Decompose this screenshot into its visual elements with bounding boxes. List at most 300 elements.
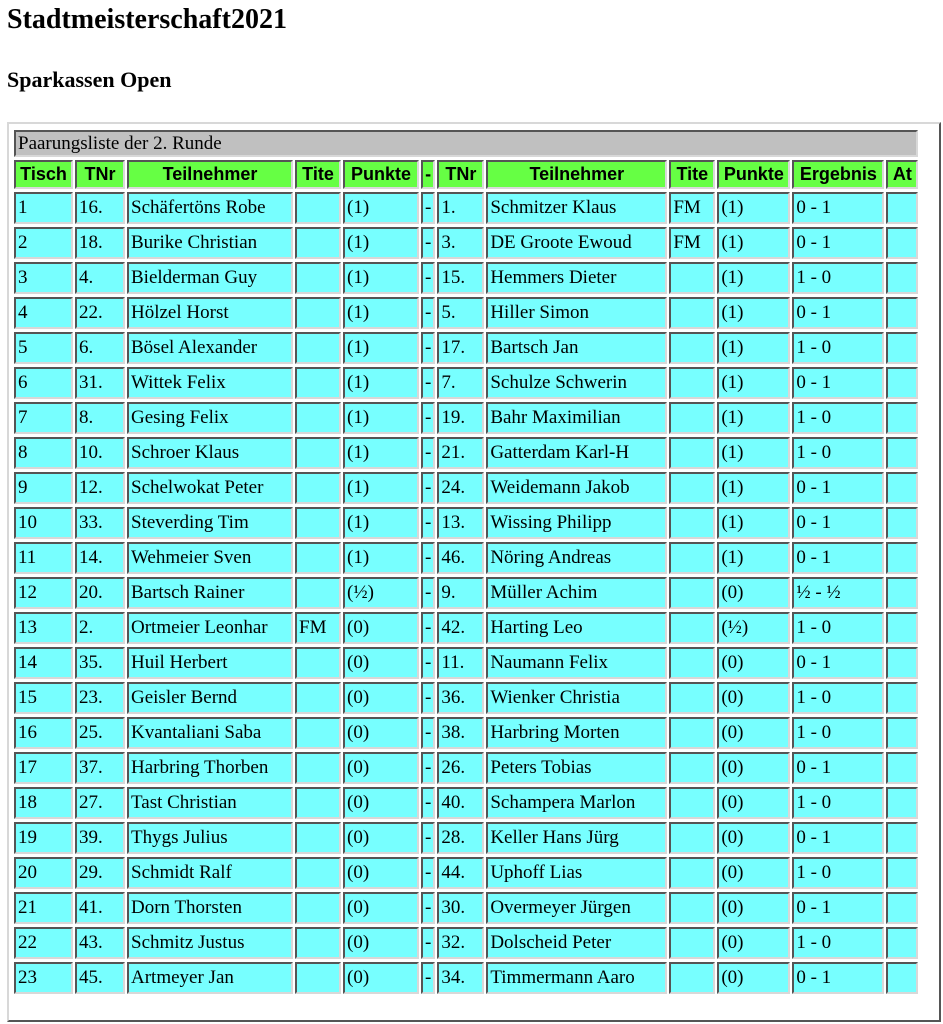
- cell-titel-white: [295, 472, 341, 504]
- cell-tnr-white: 45.: [75, 962, 125, 994]
- table-row: [14, 227, 918, 259]
- cell-tnr-black: 32.: [437, 927, 484, 959]
- cell-tnr-white: 29.: [75, 857, 125, 889]
- cell-punkte-white: (1): [343, 262, 419, 294]
- cell-titel-white: [295, 262, 341, 294]
- cell-punkte-white: (0): [343, 822, 419, 854]
- cell-punkte-black: (1): [717, 542, 790, 574]
- cell-titel-black: [669, 332, 715, 364]
- cell-tisch: 21: [14, 892, 73, 924]
- cell-tisch: 17: [14, 752, 73, 784]
- cell-at: [886, 647, 918, 679]
- cell-ergebnis: 0 - 1: [792, 367, 884, 399]
- cell-separator: -: [421, 927, 435, 959]
- cell-tisch: 19: [14, 822, 73, 854]
- cell-tisch: 16: [14, 717, 73, 749]
- cell-tnr-white: 10.: [75, 437, 125, 469]
- cell-teilnehmer-white: Schmidt Ralf: [127, 857, 293, 889]
- cell-teilnehmer-black: Müller Achim: [486, 577, 667, 609]
- cell-tisch: 5: [14, 332, 73, 364]
- cell-ergebnis: 1 - 0: [792, 927, 884, 959]
- cell-punkte-white: (1): [343, 367, 419, 399]
- cell-teilnehmer-white: Harbring Thorben: [127, 752, 293, 784]
- table-row: [14, 332, 918, 364]
- cell-tisch: 8: [14, 437, 73, 469]
- cell-teilnehmer-white: Bartsch Rainer: [127, 577, 293, 609]
- cell-punkte-white: (0): [343, 717, 419, 749]
- pairings-table: [12, 127, 920, 997]
- cell-titel-black: [669, 437, 715, 469]
- cell-teilnehmer-black: Naumann Felix: [486, 647, 667, 679]
- cell-at: [886, 297, 918, 329]
- header-separator: -: [421, 160, 435, 189]
- cell-teilnehmer-white: Schäfertöns Robe: [127, 192, 293, 224]
- cell-punkte-white: (0): [343, 682, 419, 714]
- table-row: [14, 927, 918, 959]
- cell-teilnehmer-black: Wienker Christia: [486, 682, 667, 714]
- cell-tnr-white: 16.: [75, 192, 125, 224]
- cell-tisch: 7: [14, 402, 73, 434]
- cell-at: [886, 507, 918, 539]
- cell-tnr-black: 1.: [437, 192, 484, 224]
- header-tnr-white: TNr: [75, 160, 125, 189]
- header-teilnehmer-black: Teilnehmer: [486, 160, 667, 189]
- cell-titel-white: [295, 647, 341, 679]
- cell-teilnehmer-black: Bahr Maximilian: [486, 402, 667, 434]
- cell-punkte-black: (1): [717, 332, 790, 364]
- cell-at: [886, 262, 918, 294]
- cell-punkte-white: (1): [343, 332, 419, 364]
- cell-tnr-black: 24.: [437, 472, 484, 504]
- cell-teilnehmer-white: Hölzel Horst: [127, 297, 293, 329]
- cell-tnr-white: 39.: [75, 822, 125, 854]
- cell-punkte-white: (1): [343, 227, 419, 259]
- cell-ergebnis: 0 - 1: [792, 892, 884, 924]
- cell-at: [886, 717, 918, 749]
- cell-separator: -: [421, 262, 435, 294]
- cell-tnr-white: 20.: [75, 577, 125, 609]
- cell-tisch: 4: [14, 297, 73, 329]
- cell-ergebnis: 1 - 0: [792, 437, 884, 469]
- cell-at: [886, 612, 918, 644]
- cell-titel-black: [669, 297, 715, 329]
- cell-at: [886, 402, 918, 434]
- cell-titel-black: [669, 682, 715, 714]
- cell-teilnehmer-black: Peters Tobias: [486, 752, 667, 784]
- cell-tisch: 23: [14, 962, 73, 994]
- cell-teilnehmer-black: Uphoff Lias: [486, 857, 667, 889]
- cell-tnr-white: 23.: [75, 682, 125, 714]
- cell-at: [886, 962, 918, 994]
- cell-separator: -: [421, 437, 435, 469]
- cell-tisch: 18: [14, 787, 73, 819]
- cell-separator: -: [421, 682, 435, 714]
- table-row: [14, 367, 918, 399]
- cell-at: [886, 682, 918, 714]
- table-row: [14, 437, 918, 469]
- table-row: [14, 962, 918, 994]
- cell-punkte-white: (0): [343, 892, 419, 924]
- cell-teilnehmer-black: Timmermann Aaro: [486, 962, 667, 994]
- cell-teilnehmer-black: Schulze Schwerin: [486, 367, 667, 399]
- cell-titel-black: [669, 402, 715, 434]
- cell-separator: -: [421, 472, 435, 504]
- cell-teilnehmer-black: Weidemann Jakob: [486, 472, 667, 504]
- cell-titel-white: [295, 367, 341, 399]
- cell-punkte-white: (0): [343, 857, 419, 889]
- cell-tnr-black: 34.: [437, 962, 484, 994]
- cell-titel-black: [669, 892, 715, 924]
- cell-tnr-white: 27.: [75, 787, 125, 819]
- cell-separator: -: [421, 367, 435, 399]
- cell-at: [886, 577, 918, 609]
- cell-punkte-white: (1): [343, 297, 419, 329]
- table-row: [14, 192, 918, 224]
- header-teilnehmer-white: Teilnehmer: [127, 160, 293, 189]
- table-row: [14, 577, 918, 609]
- cell-at: [886, 437, 918, 469]
- cell-titel-white: [295, 577, 341, 609]
- cell-punkte-black: (0): [717, 822, 790, 854]
- cell-teilnehmer-white: Kvantaliani Saba: [127, 717, 293, 749]
- cell-ergebnis: 1 - 0: [792, 857, 884, 889]
- cell-punkte-white: (0): [343, 962, 419, 994]
- cell-teilnehmer-white: Ortmeier Leonhar: [127, 612, 293, 644]
- cell-titel-white: [295, 437, 341, 469]
- table-row: [14, 647, 918, 679]
- cell-separator: -: [421, 752, 435, 784]
- cell-at: [886, 752, 918, 784]
- cell-punkte-black: (0): [717, 787, 790, 819]
- cell-teilnehmer-black: Harting Leo: [486, 612, 667, 644]
- cell-teilnehmer-black: Keller Hans Jürg: [486, 822, 667, 854]
- table-row: [14, 612, 918, 644]
- cell-tisch: 10: [14, 507, 73, 539]
- cell-tnr-black: 46.: [437, 542, 484, 574]
- cell-titel-black: FM: [669, 192, 715, 224]
- cell-separator: -: [421, 192, 435, 224]
- cell-ergebnis: 1 - 0: [792, 402, 884, 434]
- cell-tisch: 13: [14, 612, 73, 644]
- cell-teilnehmer-white: Thygs Julius: [127, 822, 293, 854]
- cell-titel-white: [295, 962, 341, 994]
- cell-titel-white: [295, 332, 341, 364]
- cell-at: [886, 542, 918, 574]
- cell-tisch: 11: [14, 542, 73, 574]
- cell-tnr-black: 19.: [437, 402, 484, 434]
- cell-tnr-black: 42.: [437, 612, 484, 644]
- cell-ergebnis: 0 - 1: [792, 227, 884, 259]
- cell-titel-white: [295, 752, 341, 784]
- cell-punkte-black: (1): [717, 437, 790, 469]
- cell-separator: -: [421, 857, 435, 889]
- cell-teilnehmer-white: Tast Christian: [127, 787, 293, 819]
- tournament-subtitle: Sparkassen Open: [7, 67, 172, 92]
- cell-ergebnis: 0 - 1: [792, 647, 884, 679]
- cell-separator: -: [421, 332, 435, 364]
- cell-tnr-black: 26.: [437, 752, 484, 784]
- cell-teilnehmer-black: Overmeyer Jürgen: [486, 892, 667, 924]
- table-row: [14, 262, 918, 294]
- cell-at: [886, 892, 918, 924]
- cell-tnr-white: 4.: [75, 262, 125, 294]
- cell-ergebnis: 0 - 1: [792, 297, 884, 329]
- cell-separator: -: [421, 297, 435, 329]
- cell-tnr-black: 11.: [437, 647, 484, 679]
- table-row: [14, 297, 918, 329]
- cell-teilnehmer-white: Dorn Thorsten: [127, 892, 293, 924]
- cell-punkte-black: (1): [717, 367, 790, 399]
- pairings-body: [14, 192, 918, 994]
- cell-titel-white: [295, 402, 341, 434]
- header-ergebnis: Ergebnis: [792, 160, 884, 189]
- cell-at: [886, 857, 918, 889]
- cell-teilnehmer-white: Burike Christian: [127, 227, 293, 259]
- table-row: [14, 787, 918, 819]
- cell-teilnehmer-white: Schelwokat Peter: [127, 472, 293, 504]
- cell-titel-black: [669, 367, 715, 399]
- cell-tisch: 3: [14, 262, 73, 294]
- cell-separator: -: [421, 787, 435, 819]
- cell-titel-black: FM: [669, 227, 715, 259]
- cell-tnr-black: 28.: [437, 822, 484, 854]
- cell-titel-white: [295, 822, 341, 854]
- cell-punkte-white: (1): [343, 192, 419, 224]
- cell-ergebnis: 1 - 0: [792, 612, 884, 644]
- cell-tnr-white: 25.: [75, 717, 125, 749]
- cell-titel-white: [295, 787, 341, 819]
- table-row: [14, 857, 918, 889]
- cell-at: [886, 332, 918, 364]
- cell-teilnehmer-white: Schroer Klaus: [127, 437, 293, 469]
- cell-titel-white: [295, 192, 341, 224]
- cell-tnr-black: 38.: [437, 717, 484, 749]
- table-row: [14, 752, 918, 784]
- cell-ergebnis: 1 - 0: [792, 262, 884, 294]
- cell-ergebnis: 0 - 1: [792, 962, 884, 994]
- cell-separator: -: [421, 962, 435, 994]
- cell-teilnehmer-black: Bartsch Jan: [486, 332, 667, 364]
- cell-tnr-white: 22.: [75, 297, 125, 329]
- header-punkte-black: Punkte: [717, 160, 790, 189]
- cell-punkte-black: (0): [717, 717, 790, 749]
- cell-ergebnis: 1 - 0: [792, 787, 884, 819]
- cell-tnr-black: 3.: [437, 227, 484, 259]
- cell-tnr-black: 9.: [437, 577, 484, 609]
- table-row: [14, 822, 918, 854]
- cell-tnr-black: 36.: [437, 682, 484, 714]
- cell-punkte-black: (0): [717, 752, 790, 784]
- cell-separator: -: [421, 647, 435, 679]
- cell-tnr-white: 43.: [75, 927, 125, 959]
- cell-tnr-black: 21.: [437, 437, 484, 469]
- cell-at: [886, 472, 918, 504]
- cell-titel-black: [669, 927, 715, 959]
- cell-at: [886, 367, 918, 399]
- cell-separator: -: [421, 892, 435, 924]
- cell-teilnehmer-black: Gatterdam Karl-H: [486, 437, 667, 469]
- pairings-frame: [7, 122, 941, 1022]
- cell-tisch: 22: [14, 927, 73, 959]
- cell-teilnehmer-white: Bielderman Guy: [127, 262, 293, 294]
- cell-tnr-black: 44.: [437, 857, 484, 889]
- cell-tisch: 2: [14, 227, 73, 259]
- cell-tnr-black: 17.: [437, 332, 484, 364]
- cell-punkte-black: (0): [717, 577, 790, 609]
- cell-titel-black: [669, 507, 715, 539]
- cell-separator: -: [421, 542, 435, 574]
- cell-teilnehmer-white: Artmeyer Jan: [127, 962, 293, 994]
- cell-titel-black: [669, 717, 715, 749]
- cell-tisch: 9: [14, 472, 73, 504]
- cell-ergebnis: 0 - 1: [792, 507, 884, 539]
- cell-tisch: 20: [14, 857, 73, 889]
- cell-titel-black: [669, 752, 715, 784]
- cell-punkte-black: (0): [717, 892, 790, 924]
- cell-titel-black: [669, 787, 715, 819]
- cell-separator: -: [421, 402, 435, 434]
- cell-tnr-black: 5.: [437, 297, 484, 329]
- cell-titel-black: [669, 542, 715, 574]
- cell-punkte-white: (1): [343, 402, 419, 434]
- cell-titel-black: [669, 262, 715, 294]
- cell-teilnehmer-black: Harbring Morten: [486, 717, 667, 749]
- cell-tnr-white: 37.: [75, 752, 125, 784]
- cell-separator: -: [421, 227, 435, 259]
- header-titel-black: Tite: [669, 160, 715, 189]
- cell-titel-black: [669, 822, 715, 854]
- cell-ergebnis: 1 - 0: [792, 717, 884, 749]
- cell-titel-white: [295, 717, 341, 749]
- cell-tnr-white: 12.: [75, 472, 125, 504]
- cell-tnr-white: 41.: [75, 892, 125, 924]
- cell-punkte-black: (1): [717, 262, 790, 294]
- cell-at: [886, 192, 918, 224]
- cell-tisch: 1: [14, 192, 73, 224]
- cell-titel-white: [295, 927, 341, 959]
- cell-teilnehmer-white: Gesing Felix: [127, 402, 293, 434]
- cell-separator: -: [421, 612, 435, 644]
- cell-ergebnis: 0 - 1: [792, 542, 884, 574]
- header-row: [14, 160, 918, 189]
- cell-tnr-white: 14.: [75, 542, 125, 574]
- cell-punkte-white: (0): [343, 787, 419, 819]
- cell-punkte-white: (1): [343, 507, 419, 539]
- cell-teilnehmer-black: Hiller Simon: [486, 297, 667, 329]
- cell-punkte-black: (1): [717, 227, 790, 259]
- cell-titel-white: FM: [295, 612, 341, 644]
- cell-tisch: 14: [14, 647, 73, 679]
- cell-punkte-black: (1): [717, 297, 790, 329]
- cell-punkte-black: (1): [717, 472, 790, 504]
- cell-at: [886, 822, 918, 854]
- cell-titel-white: [295, 507, 341, 539]
- cell-punkte-white: (½): [343, 577, 419, 609]
- cell-separator: -: [421, 507, 435, 539]
- cell-titel-white: [295, 297, 341, 329]
- cell-ergebnis: 0 - 1: [792, 822, 884, 854]
- cell-ergebnis: 1 - 0: [792, 332, 884, 364]
- cell-punkte-white: (1): [343, 472, 419, 504]
- header-tisch: Tisch: [14, 160, 73, 189]
- cell-teilnehmer-black: Dolscheid Peter: [486, 927, 667, 959]
- cell-titel-black: [669, 857, 715, 889]
- table-row: [14, 682, 918, 714]
- cell-tnr-white: 6.: [75, 332, 125, 364]
- cell-teilnehmer-white: Geisler Bernd: [127, 682, 293, 714]
- cell-punkte-black: (0): [717, 682, 790, 714]
- cell-teilnehmer-white: Bösel Alexander: [127, 332, 293, 364]
- cell-teilnehmer-black: Nöring Andreas: [486, 542, 667, 574]
- cell-teilnehmer-black: DE Groote Ewoud: [486, 227, 667, 259]
- cell-titel-black: [669, 472, 715, 504]
- cell-titel-white: [295, 227, 341, 259]
- cell-teilnehmer-white: Steverding Tim: [127, 507, 293, 539]
- cell-titel-black: [669, 612, 715, 644]
- cell-separator: -: [421, 717, 435, 749]
- header-tnr-black: TNr: [437, 160, 484, 189]
- cell-separator: -: [421, 577, 435, 609]
- cell-punkte-white: (0): [343, 612, 419, 644]
- cell-punkte-black: (0): [717, 962, 790, 994]
- cell-ergebnis: 1 - 0: [792, 682, 884, 714]
- header-titel-white: Tite: [295, 160, 341, 189]
- cell-tnr-white: 18.: [75, 227, 125, 259]
- page-title: Stadtmeisterschaft2021: [7, 4, 287, 35]
- cell-ergebnis: 0 - 1: [792, 472, 884, 504]
- cell-teilnehmer-white: Wehmeier Sven: [127, 542, 293, 574]
- cell-at: [886, 927, 918, 959]
- cell-tisch: 12: [14, 577, 73, 609]
- cell-teilnehmer-white: Schmitz Justus: [127, 927, 293, 959]
- cell-titel-black: [669, 647, 715, 679]
- cell-teilnehmer-black: Hemmers Dieter: [486, 262, 667, 294]
- cell-titel-black: [669, 962, 715, 994]
- table-row: [14, 717, 918, 749]
- cell-teilnehmer-black: Schampera Marlon: [486, 787, 667, 819]
- cell-tnr-black: 13.: [437, 507, 484, 539]
- cell-tnr-white: 33.: [75, 507, 125, 539]
- cell-ergebnis: ½ - ½: [792, 577, 884, 609]
- table-row: [14, 402, 918, 434]
- cell-titel-white: [295, 857, 341, 889]
- table-row: [14, 542, 918, 574]
- cell-titel-white: [295, 682, 341, 714]
- cell-tnr-black: 40.: [437, 787, 484, 819]
- cell-tnr-black: 15.: [437, 262, 484, 294]
- cell-tnr-white: 35.: [75, 647, 125, 679]
- cell-punkte-white: (1): [343, 542, 419, 574]
- cell-titel-white: [295, 542, 341, 574]
- header-punkte-white: Punkte: [343, 160, 419, 189]
- cell-punkte-black: (½): [717, 612, 790, 644]
- cell-teilnehmer-black: Wissing Philipp: [486, 507, 667, 539]
- cell-punkte-white: (0): [343, 647, 419, 679]
- cell-separator: -: [421, 822, 435, 854]
- table-row: [14, 892, 918, 924]
- cell-punkte-black: (0): [717, 857, 790, 889]
- cell-tnr-white: 2.: [75, 612, 125, 644]
- cell-punkte-black: (1): [717, 402, 790, 434]
- cell-tnr-black: 30.: [437, 892, 484, 924]
- cell-titel-white: [295, 892, 341, 924]
- table-caption: Paarungsliste der 2. Runde: [14, 130, 918, 157]
- cell-punkte-white: (1): [343, 437, 419, 469]
- cell-titel-black: [669, 577, 715, 609]
- cell-punkte-black: (0): [717, 927, 790, 959]
- cell-tisch: 6: [14, 367, 73, 399]
- cell-tnr-white: 8.: [75, 402, 125, 434]
